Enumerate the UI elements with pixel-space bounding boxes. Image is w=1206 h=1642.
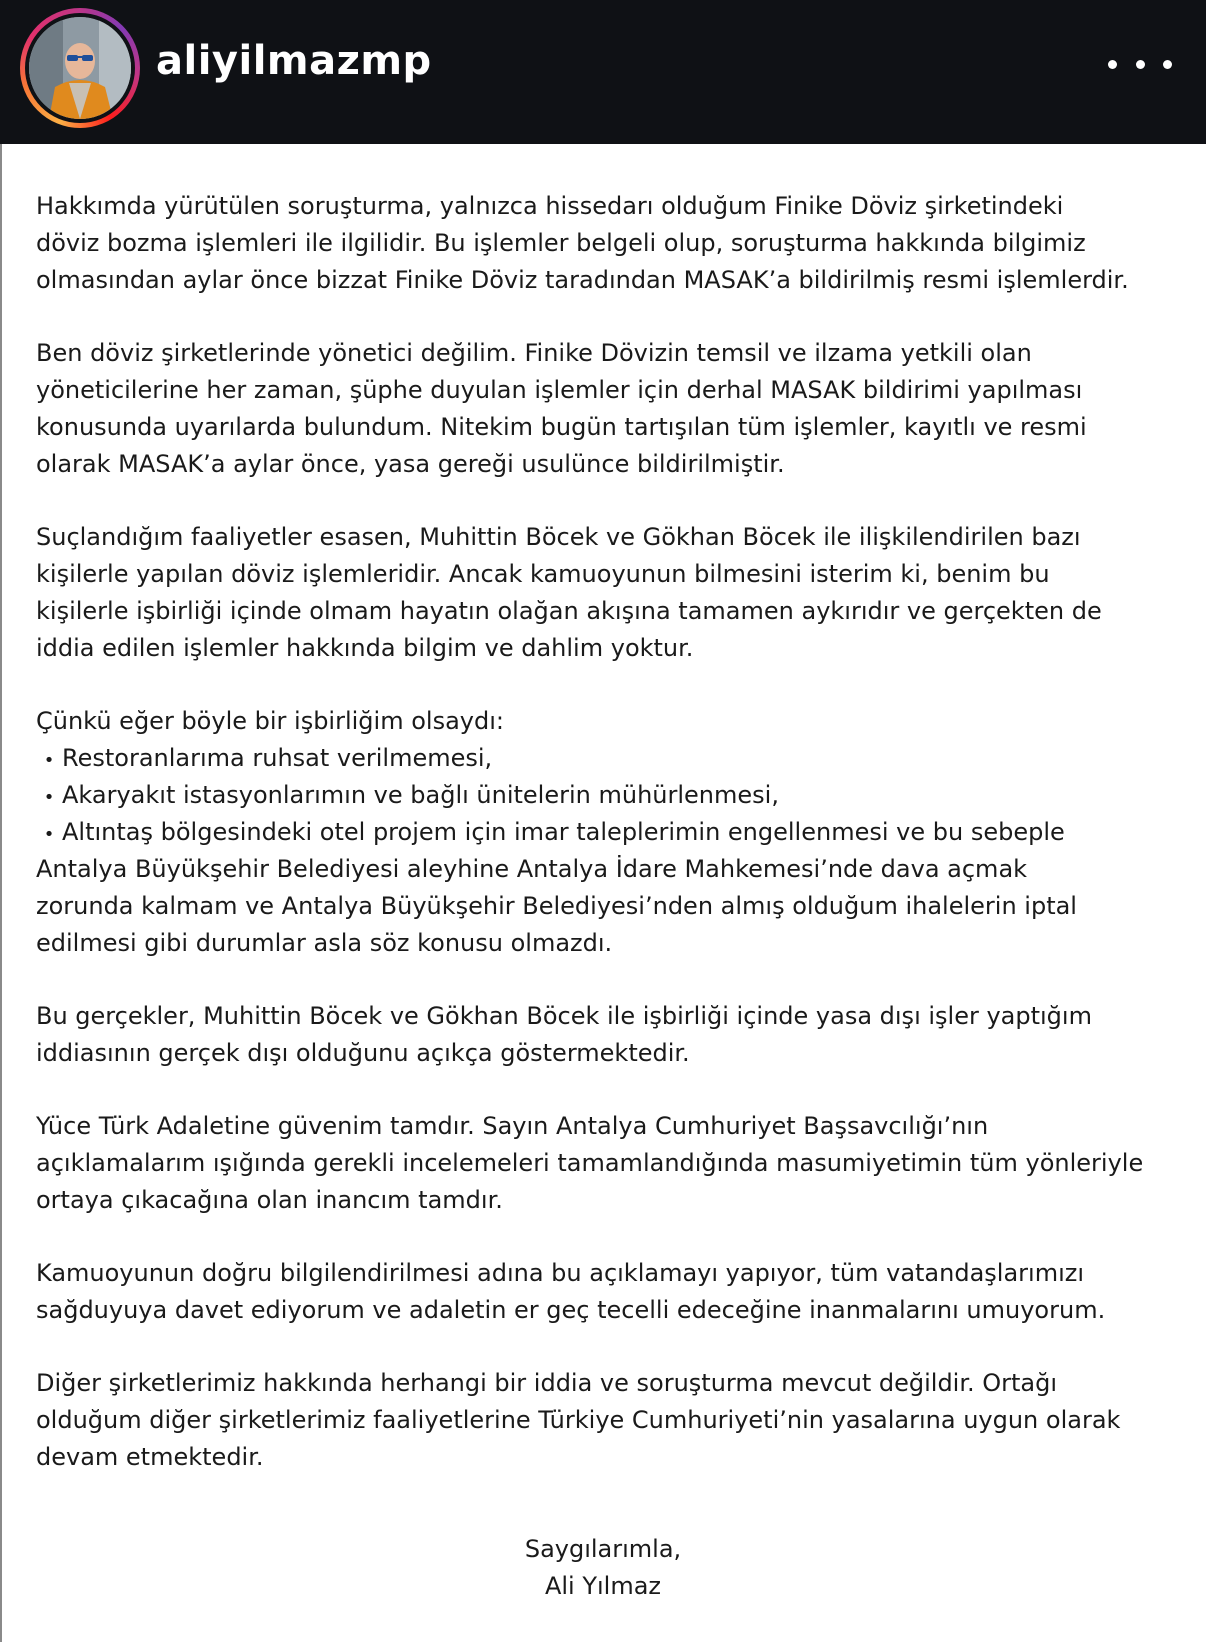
profile-photo-icon xyxy=(29,17,131,119)
more-options-dot xyxy=(1163,60,1172,69)
text-line: iddia edilen işlemler hakkında bilgim ve dahlim yoktur. xyxy=(36,634,694,662)
list-item-text: Restoranlarıma ruhsat verilmemesi, xyxy=(62,744,493,772)
more-options-button[interactable] xyxy=(1108,48,1172,80)
paragraph-6 xyxy=(36,1108,1206,1219)
story-ring[interactable] xyxy=(20,8,140,128)
text-line: Bu gerçekler, Muhittin Böcek ve Gökhan Böcek ile işbirliği içinde yasa dışı işler yaptığım xyxy=(36,1002,1092,1030)
text-line: döviz bozma işlemleri ile ilgilidir. Bu işlemler belgeli olup, soruşturma hakkında bilgimiz xyxy=(36,229,1086,257)
text-line: açıklamalarım ışığında gerekli incelemeleri tamamlandığında masumiyetimin tüm yönleriyle xyxy=(36,1149,1144,1177)
image-left-edge xyxy=(0,144,2,1642)
text-line: Kamuoyunun doğru bilgilendirilmesi adına bu açıklamayı yapıyor, tüm vatandaşlarımızı xyxy=(36,1259,1085,1287)
paragraph-1 xyxy=(36,188,1206,299)
text-line: konusunda uyarılarda bulundum. Nitekim bugün tartışılan tüm işlemler, kayıtlı ve resmi xyxy=(36,413,1087,441)
list-item-text: Akaryakıt istasyonlarımın ve bağlı ünitelerin mühürlenmesi, xyxy=(62,781,779,809)
post-text xyxy=(36,188,1206,1512)
signature-closing: Saygılarımla, xyxy=(524,1535,682,1563)
username[interactable]: aliyilmazmp xyxy=(156,38,432,84)
text-line: devam etmektedir. xyxy=(36,1443,264,1471)
text-line: kişilerle yapılan döviz işlemleridir. Ancak kamuoyunun bilmesini isterim ki, benim bu xyxy=(36,560,1050,588)
paragraph-5 xyxy=(36,998,1206,1072)
paragraph-3 xyxy=(36,519,1206,667)
paragraph-8 xyxy=(36,1365,1206,1476)
avatar-ring-gap xyxy=(25,13,135,123)
text-line: zorunda kalmam ve Antalya Büyükşehir Belediyesi’nden almış olduğum ihalelerin iptal xyxy=(36,892,1077,920)
list-item xyxy=(36,740,1206,777)
avatar[interactable] xyxy=(29,17,131,119)
text-line: iddiasının gerçek dışı olduğunu açıkça göstermektedir. xyxy=(36,1039,690,1067)
list-item xyxy=(36,814,1206,851)
post-header xyxy=(0,0,1206,144)
text-line: edilmesi gibi durumlar asla söz konusu olmazdı. xyxy=(36,929,613,957)
paragraph-2 xyxy=(36,335,1206,483)
more-options-dot xyxy=(1136,60,1145,69)
list-intro: Çünkü eğer böyle bir işbirliğim olsaydı: xyxy=(36,707,504,735)
text-line: ortaya çıkacağına olan inancım tamdır. xyxy=(36,1186,503,1214)
signature-name: Ali Yılmaz xyxy=(544,1572,662,1600)
signature xyxy=(0,1531,1206,1605)
text-line: Yüce Türk Adaletine güvenim tamdır. Sayın Antalya Cumhuriyet Başsavcılığı’nın xyxy=(36,1112,989,1140)
text-line: olarak MASAK’a aylar önce, yasa gereği usulünce bildirilmiştir. xyxy=(36,450,785,478)
list-item-text: Altıntaş bölgesindeki otel projem için imar taleplerimin engellenmesi ve bu sebeple xyxy=(62,818,1065,846)
text-line: olmasından aylar önce bizzat Finike Döviz taradından MASAK’a bildirilmiş resmi işlemlerdir. xyxy=(36,266,1129,294)
text-line: Hakkımda yürütülen soruşturma, yalnızca hissedarı olduğum Finike Döviz şirketindeki xyxy=(36,192,1064,220)
text-line: Suçlandığım faaliyetler esasen, Muhittin Böcek ve Gökhan Böcek ile ilişkilendirilen bazı xyxy=(36,523,1081,551)
text-line: yöneticilerine her zaman, şüphe duyulan işlemler için derhal MASAK bildirimi yapılması xyxy=(36,376,1083,404)
more-options-icon xyxy=(1108,60,1117,69)
text-line: Ben döviz şirketlerinde yönetici değilim. Finike Dövizin temsil ve ilzama yetkili olan xyxy=(36,339,1032,367)
paragraph-7 xyxy=(36,1255,1206,1329)
text-line: sağduyuya davet ediyorum ve adaletin er geç tecelli edeceğine inanmalarını umuyorum. xyxy=(36,1296,1106,1324)
text-line: Diğer şirketlerimiz hakkında herhangi bir iddia ve soruşturma mevcut değildir. Ortağı xyxy=(36,1369,1058,1397)
text-line: kişilerle işbirliği içinde olmam hayatın olağan akışına tamamen aykırıdır ve gerçekten de xyxy=(36,597,1102,625)
paragraph-4 xyxy=(36,703,1206,962)
list-item xyxy=(36,777,1206,814)
text-line: olduğum diğer şirketlerimiz faaliyetlerine Türkiye Cumhuriyeti’nin yasalarına uygun olarak xyxy=(36,1406,1121,1434)
text-line: Antalya Büyükşehir Belediyesi aleyhine Antalya İdare Mahkemesi’nde dava açmak xyxy=(36,855,1028,883)
